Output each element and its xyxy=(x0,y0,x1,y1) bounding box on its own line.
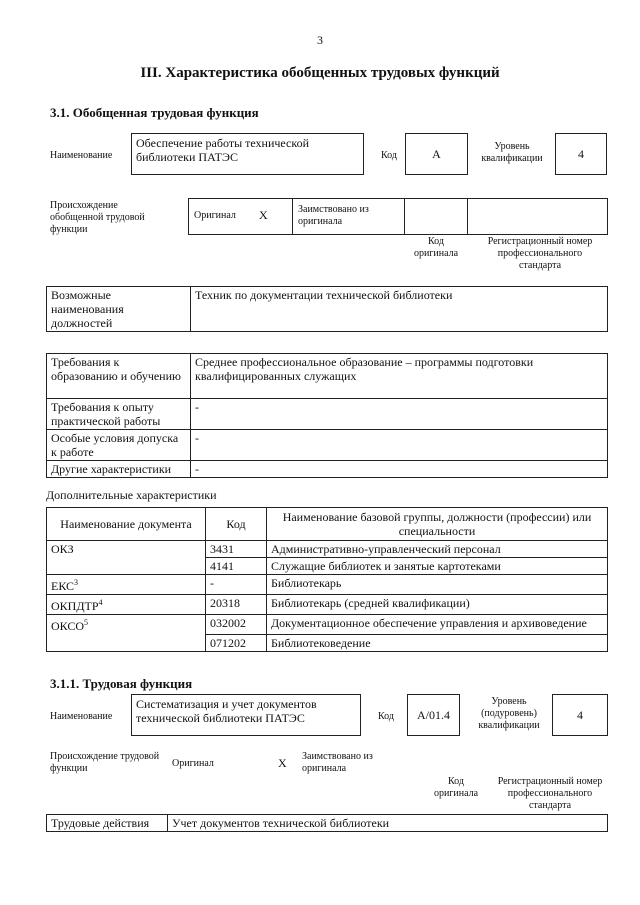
table-row xyxy=(47,508,608,541)
tf-code-label: Код xyxy=(378,711,394,722)
gtf-level-label: Уровень квалификации xyxy=(481,141,543,164)
code-cell: - xyxy=(206,575,267,595)
tf-level-label: Уровень (подуровень) квалификации xyxy=(478,696,540,731)
gtf-code-orig-label: Код оригинала xyxy=(413,236,459,259)
actions-table xyxy=(46,814,608,832)
name-cell: Документационное обеспечение управления и архивоведение xyxy=(267,615,608,635)
gtf-original-label: Оригинал xyxy=(194,210,236,221)
doc-cell xyxy=(47,615,206,635)
gtf-name-box xyxy=(131,133,364,175)
additional-title: Дополнительные характеристики xyxy=(46,488,217,502)
table-row xyxy=(47,815,608,832)
gtf-name-label: Наименование xyxy=(50,150,113,161)
tf-reg-num-label: Регистрационный номер профессионального стандарта xyxy=(497,776,603,811)
name-cell: Библиотекарь xyxy=(267,575,608,595)
req-label: Особые условия допуска к работе xyxy=(47,430,191,461)
name-cell: Служащие библиотек и занятые картотеками xyxy=(267,558,608,575)
tf-borrowed-label: Заимствовано из оригинала xyxy=(302,751,373,774)
table-row xyxy=(47,430,608,461)
req-label: Требования к образованию и обучению xyxy=(47,354,191,399)
req-value: - xyxy=(191,399,608,430)
tf-name-label: Наименование xyxy=(50,711,113,722)
tf-code-box xyxy=(407,694,460,736)
gtf-level-value: 4 xyxy=(578,147,584,161)
tf-level-value: 4 xyxy=(577,708,583,722)
name-cell: Административно-управленческий персонал xyxy=(267,541,608,558)
tf-original-mark: X xyxy=(278,756,287,770)
table-row xyxy=(47,461,608,478)
section-title: III. Характеристика обобщенных трудовых функций xyxy=(140,65,500,81)
code-cell: 3431 xyxy=(206,541,267,558)
page-number: 3 xyxy=(317,33,323,47)
table-row xyxy=(47,558,608,575)
doc-cell xyxy=(47,595,206,615)
gtf-level-box xyxy=(555,133,607,175)
gtf-borrowed-label: Заимствовано из оригинала xyxy=(298,204,369,227)
code-cell: 20318 xyxy=(206,595,267,615)
tf-heading: 3.1.1. Трудовая функция xyxy=(50,676,193,691)
doc-cell xyxy=(47,558,206,575)
header-cell: Код xyxy=(206,508,267,541)
code-cell: 4141 xyxy=(206,558,267,575)
gtf-heading: 3.1. Обобщенная трудовая функция xyxy=(50,105,259,120)
table-row xyxy=(47,595,608,615)
gtf-name-value: Обеспечение работы технической библиотеки ПАТЭС xyxy=(136,136,310,164)
table-row xyxy=(47,287,608,332)
doc-cell xyxy=(47,575,206,595)
positions-value: Техник по документации технической библиотеки xyxy=(191,287,608,332)
positions-table xyxy=(46,286,608,332)
header-cell: Наименование документа xyxy=(47,508,206,541)
name-cell: Библиотековедение xyxy=(267,634,608,651)
tf-level-box xyxy=(552,694,608,736)
req-value: Среднее профессиональное образование – программы подготовки квалифицированных служащих xyxy=(191,354,608,399)
table-row xyxy=(47,354,608,399)
tf-original-label: Оригинал xyxy=(172,758,214,769)
doc-name: ОКЗ xyxy=(51,542,74,556)
name-cell: Библиотекарь (средней квалификации) xyxy=(267,595,608,615)
gtf-origin-divider-2 xyxy=(404,198,405,235)
doc-name: ЕКС xyxy=(51,579,75,593)
doc-name: ОКПДТР xyxy=(51,599,99,613)
gtf-code-value: A xyxy=(432,147,441,161)
code-cell: 032002 xyxy=(206,615,267,635)
gtf-origin-divider-3 xyxy=(467,198,468,235)
gtf-code-box xyxy=(405,133,468,175)
table-row xyxy=(47,575,608,595)
additional-table xyxy=(46,507,608,652)
gtf-origin-divider-1 xyxy=(292,198,293,235)
gtf-original-mark: X xyxy=(259,208,268,222)
gtf-code-label: Код xyxy=(381,150,397,161)
table-row xyxy=(47,615,608,635)
actions-label: Трудовые действия xyxy=(47,815,168,832)
tf-name-box xyxy=(131,694,361,736)
req-label: Другие характеристики xyxy=(47,461,191,478)
footnote-mark: 5 xyxy=(84,618,89,627)
footnote-mark: 4 xyxy=(98,598,103,607)
code-cell: 071202 xyxy=(206,634,267,651)
table-row xyxy=(47,399,608,430)
req-value: - xyxy=(191,461,608,478)
doc-cell xyxy=(47,634,206,651)
req-value: - xyxy=(191,430,608,461)
requirements-table xyxy=(46,353,608,478)
table-row xyxy=(47,541,608,558)
tf-code-value: A/01.4 xyxy=(417,708,450,722)
footnote-mark: 3 xyxy=(74,578,79,587)
doc-cell xyxy=(47,541,206,558)
positions-label: Возможные наименования должностей xyxy=(47,287,191,332)
tf-name-value: Систематизация и учет документов технической библиотеки ПАТЭС xyxy=(136,697,317,725)
tf-origin-label: Происхождение трудовой функции xyxy=(50,751,160,774)
req-label: Требования к опыту практической работы xyxy=(47,399,191,430)
doc-name: ОКСО xyxy=(51,619,85,633)
tf-code-orig-label: Код оригинала xyxy=(433,776,479,799)
table-row xyxy=(47,634,608,651)
gtf-origin-label: Происхождение обобщенной трудовой функции xyxy=(50,200,145,235)
gtf-reg-num-label: Регистрационный номер профессионального стандарта xyxy=(487,236,593,271)
actions-value: Учет документов технической библиотеки xyxy=(168,815,608,832)
header-cell: Наименование базовой группы, должности (профессии) или специальности xyxy=(267,508,608,541)
